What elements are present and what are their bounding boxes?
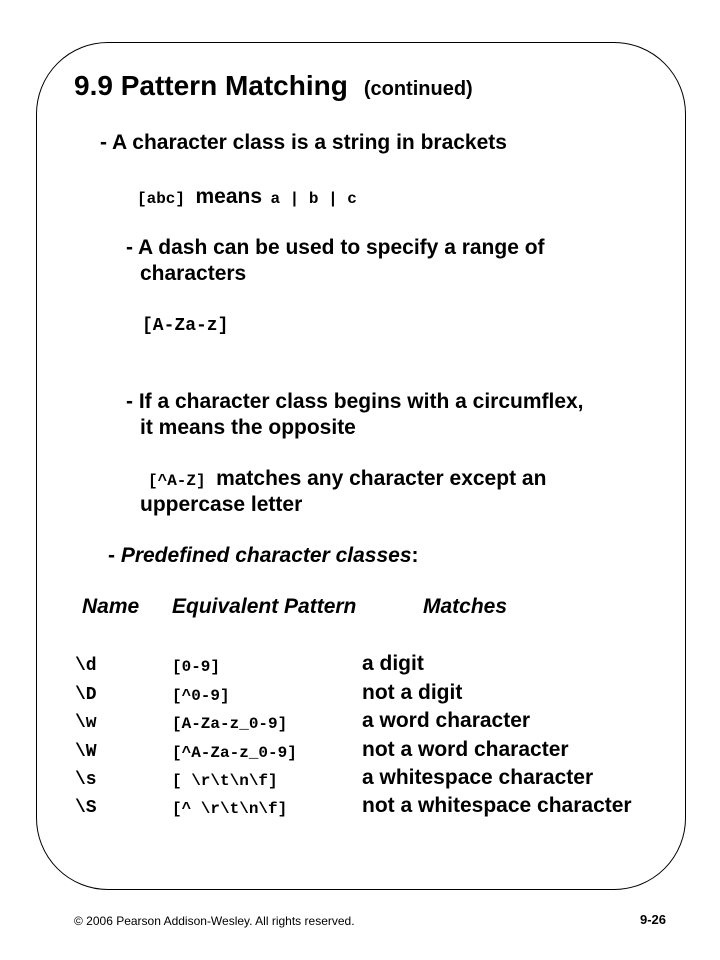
- example-abc-code: [abc]: [137, 190, 186, 208]
- class-name: \s: [75, 770, 97, 790]
- table-row: [75, 707, 685, 735]
- bullet-circumflex-line1: - If a character class begins with a circumflex,: [126, 390, 584, 413]
- table-header-matches: Matches: [423, 595, 508, 618]
- example-range-code: [A-Za-z]: [142, 316, 229, 336]
- predefined-label: Predefined character classes: [120, 544, 412, 567]
- table-row: [75, 679, 685, 707]
- table-row: [75, 650, 685, 678]
- example-negation-code: [^A-Z]: [148, 472, 206, 490]
- slide-title-suffix: (continued): [363, 78, 473, 100]
- class-name: \D: [75, 685, 97, 705]
- table-header-pattern: Equivalent Pattern: [172, 595, 357, 618]
- slide-title-text: 9.9 Pattern Matching: [74, 70, 348, 101]
- example-negation-line2: uppercase letter: [140, 493, 303, 516]
- table-row: [75, 736, 685, 764]
- slide-title: [74, 66, 473, 109]
- class-name: \W: [75, 742, 97, 762]
- copyright-notice: © 2006 Pearson Addison-Wesley. All rights reserved.: [74, 914, 355, 928]
- example-abc-alternation: a | b | c: [270, 190, 357, 208]
- class-pattern: [^A-Za-z_0-9]: [172, 744, 297, 762]
- class-pattern: [^0-9]: [172, 687, 230, 705]
- example-abc: [137, 182, 357, 214]
- class-name: \S: [75, 798, 97, 818]
- class-pattern: [0-9]: [172, 658, 221, 676]
- predefined-colon: :: [411, 544, 419, 567]
- table-row: [75, 792, 685, 820]
- bullet-character-class: - A character class is a string in brackets: [100, 131, 507, 154]
- bullet-dash-range-line1: - A dash can be used to specify a range of: [126, 236, 545, 259]
- class-pattern: [A-Za-z_0-9]: [172, 715, 288, 733]
- bullet-circumflex-line2: it means the opposite: [140, 416, 356, 439]
- page-number: 9-26: [640, 912, 667, 927]
- bullet-dash-range-line2: characters: [140, 262, 247, 285]
- class-matches: a word character: [362, 709, 531, 732]
- predefined-dash: -: [108, 544, 121, 567]
- table-row: [75, 764, 685, 792]
- class-matches: a whitespace character: [362, 766, 594, 789]
- class-matches: a digit: [362, 652, 424, 675]
- class-name: \d: [75, 656, 97, 676]
- class-pattern: [ \r\t\n\f]: [172, 772, 278, 790]
- class-matches: not a word character: [362, 738, 569, 761]
- predefined-heading: [108, 541, 419, 571]
- example-abc-means: means: [195, 185, 263, 208]
- example-negation-text: matches any character except an: [216, 467, 547, 490]
- class-matches: not a whitespace character: [362, 794, 632, 817]
- class-name: \w: [75, 713, 97, 733]
- table-header-name: Name: [82, 595, 140, 618]
- class-pattern: [^ \r\t\n\f]: [172, 800, 288, 818]
- class-matches: not a digit: [362, 681, 463, 704]
